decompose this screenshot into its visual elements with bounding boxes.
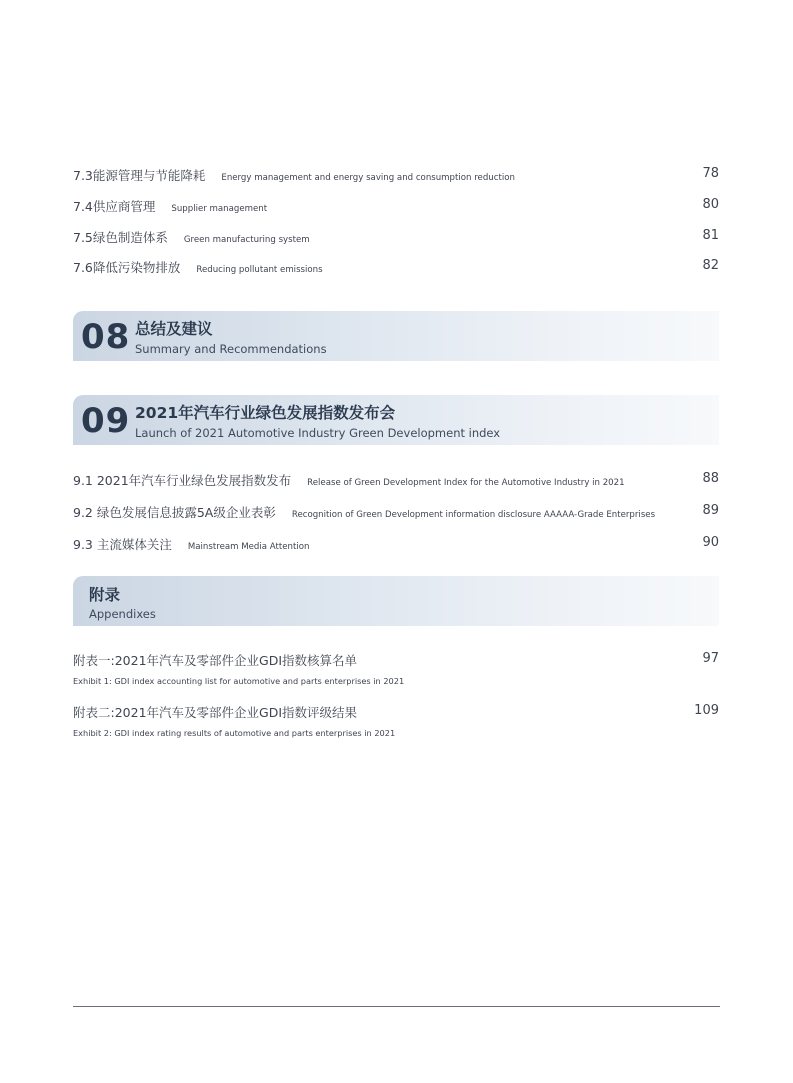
toc-entry-title-zh: 7.4供应商管理 xyxy=(73,199,156,214)
toc-entry-title-en: Energy management and energy saving and consumption reduction xyxy=(221,173,515,183)
toc-entry-title-zh: 7.6降低污染物排放 xyxy=(73,260,181,275)
toc-entry-title-en: Mainstream Media Attention xyxy=(187,542,310,552)
toc-entry-page: 80 xyxy=(702,197,719,212)
toc-entry-title-zh: 7.3能源管理与节能降耗 xyxy=(73,168,206,183)
exhibit-title-en: Exhibit 2: GDI index rating results of automotive and parts enterprises in 2021 xyxy=(73,728,396,738)
toc-entry-title-en: Recognition of Green Development information disclosure AAAAA-Grade Enterprises xyxy=(291,510,656,520)
toc-entry-title-zh: 9.1 2021年汽车行业绿色发展指数发布 xyxy=(73,473,292,488)
appendix-banner[interactable] xyxy=(73,576,719,626)
toc-entry-7-5[interactable] xyxy=(73,228,719,250)
section-08-banner[interactable] xyxy=(73,311,719,361)
toc-entry-title-en: Release of Green Development Index for the Automotive Industry in 2021 xyxy=(307,478,625,488)
toc-entry-7-4[interactable] xyxy=(73,197,719,219)
section-number: 09 xyxy=(81,401,131,441)
toc-entry-title-zh: 9.2 绿色发展信息披露5A级企业表彰 xyxy=(73,505,276,520)
toc-entry-page: 82 xyxy=(702,258,719,273)
toc-entry-7-6[interactable] xyxy=(73,258,719,280)
exhibit-2-entry[interactable] xyxy=(73,703,719,738)
toc-entry-page: 88 xyxy=(702,471,719,486)
toc-entry-page: 81 xyxy=(702,228,719,243)
toc-entry-9-2[interactable] xyxy=(73,503,719,525)
footer-divider xyxy=(73,1006,720,1007)
section-number: 08 xyxy=(81,317,131,357)
section-title-en: Summary and Recommendations xyxy=(135,342,327,356)
toc-entry-title-en: Reducing pollutant emissions xyxy=(196,265,323,275)
toc-entry-title-en: Supplier management xyxy=(171,204,268,214)
appendix-title-en: Appendixes xyxy=(89,607,156,621)
exhibit-title-en: Exhibit 1: GDI index accounting list for automotive and parts enterprises in 2021 xyxy=(73,676,405,686)
exhibit-title-zh: 附表一:2021年汽车及零部件企业GDI指数核算名单 xyxy=(73,653,358,668)
exhibit-page: 97 xyxy=(702,651,719,666)
toc-entry-9-1[interactable] xyxy=(73,471,719,493)
toc-entry-page: 78 xyxy=(702,166,719,181)
appendix-title-zh: 附录 xyxy=(89,586,121,604)
section-title-zh: 总结及建议 xyxy=(135,320,213,338)
exhibit-title-zh: 附表二:2021年汽车及零部件企业GDI指数评级结果 xyxy=(73,705,358,720)
toc-entry-title-en: Green manufacturing system xyxy=(183,235,310,245)
exhibit-1-entry[interactable] xyxy=(73,651,719,686)
toc-entry-7-3[interactable] xyxy=(73,166,719,188)
toc-entry-9-3[interactable] xyxy=(73,535,719,557)
toc-entry-page: 90 xyxy=(702,535,719,550)
toc-entry-page: 89 xyxy=(702,503,719,518)
toc-entry-title-zh: 7.5绿色制造体系 xyxy=(73,230,168,245)
section-09-banner[interactable] xyxy=(73,395,719,445)
section-title-en: Launch of 2021 Automotive Industry Green Development index xyxy=(135,426,501,440)
section-title-zh: 2021年汽车行业绿色发展指数发布会 xyxy=(135,404,396,422)
exhibit-page: 109 xyxy=(694,703,719,718)
toc-entry-title-zh: 9.3 主流媒体关注 xyxy=(73,537,172,552)
